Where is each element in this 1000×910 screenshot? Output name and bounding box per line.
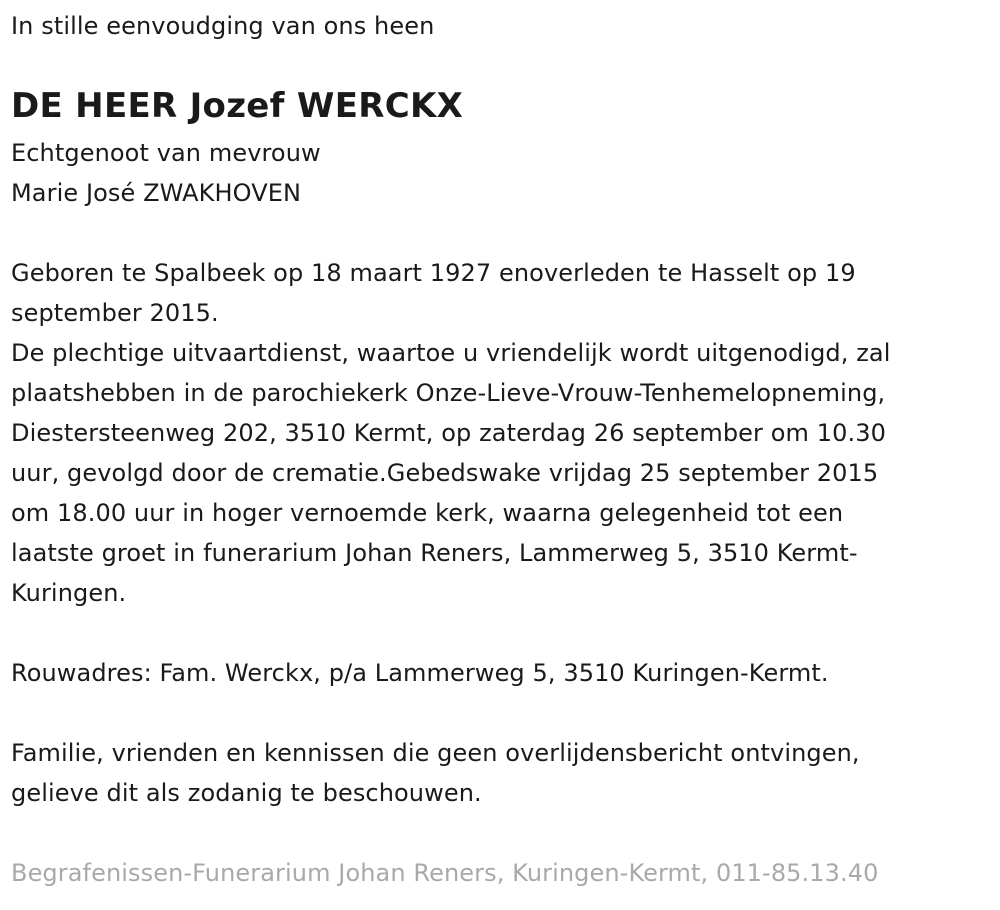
notice-paragraph [11, 733, 860, 813]
service-line: De plechtige uitvaartdienst, waartoe u vriendelijk wordt uitgenodigd, zal [11, 339, 891, 367]
birth-death-line: Geboren te Spalbeek op 18 maart 1927 enoverleden te Hasselt op 19 [11, 259, 856, 287]
spouse-line-2: Marie José ZWAKHOVEN [11, 179, 302, 207]
service-line: laatste groet in funerarium Johan Reners, Lammerweg 5, 3510 Kermt- [11, 539, 858, 567]
intro-text: In stille eenvoudging van ons heen [11, 12, 435, 40]
notice-line: Familie, vrienden en kennissen die geen overlijdensbericht ontvingen, [11, 739, 860, 767]
funeral-service-paragraph [11, 333, 891, 613]
birth-death-paragraph [11, 253, 856, 333]
service-line: Diestersteenweg 202, 3510 Kermt, op zaterdag 26 september om 10.30 [11, 419, 886, 447]
service-line: uur, gevolgd door de crematie.Gebedswake vrijdag 25 september 2015 [11, 459, 879, 487]
service-line: plaatshebben in de parochiekerk Onze-Lieve-Vrouw-Tenhemelopneming, [11, 379, 886, 407]
notice-line: gelieve dit als zodanig te beschouwen. [11, 779, 482, 807]
spouse-block [11, 133, 321, 213]
service-line: om 18.00 uur in hoger vernoemde kerk, waarna gelegenheid tot een [11, 499, 844, 527]
deceased-name: DE HEER Jozef WERCKX [11, 86, 464, 126]
birth-death-line: september 2015. [11, 299, 219, 327]
service-line: Kuringen. [11, 579, 127, 607]
mourning-address: Rouwadres: Fam. Werckx, p/a Lammerweg 5, 3510 Kuringen-Kermt. [11, 659, 829, 687]
funeral-home-credit: Begrafenissen-Funerarium Johan Reners, Kuringen-Kermt, 011-85.13.40 [11, 859, 879, 887]
spouse-line-1: Echtgenoot van mevrouw [11, 139, 321, 167]
